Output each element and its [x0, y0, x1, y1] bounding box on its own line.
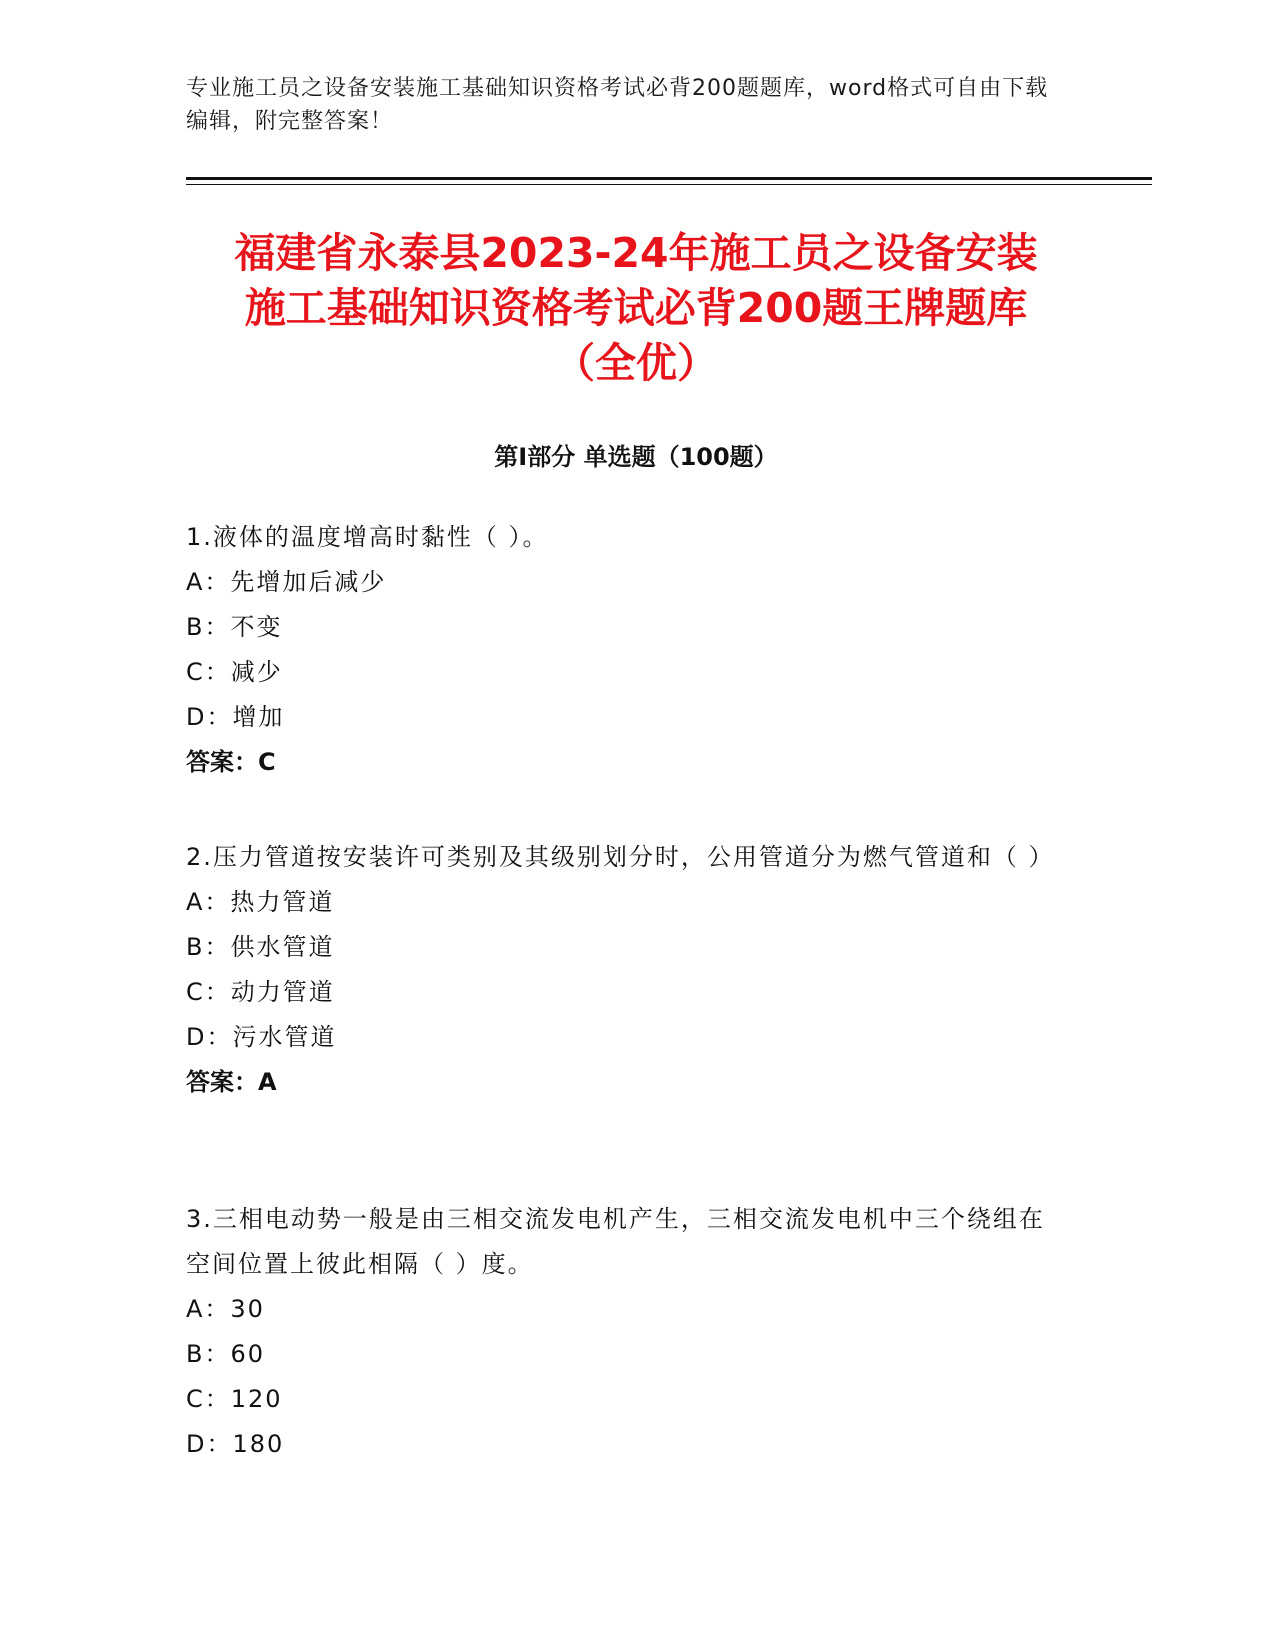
- option-a: A：热力管道: [186, 888, 335, 916]
- question-1: [186, 515, 1066, 785]
- answer-line: 答案：C: [186, 748, 276, 776]
- header-rule-thin: [186, 184, 1152, 185]
- section-heading: 第Ⅰ部分 单选题（100题）: [494, 443, 778, 471]
- question-3: [186, 1197, 1066, 1467]
- question-stem: 3.三相电动势一般是由三相交流发电机产生，三相交流发电机中三个绕组在空间位置上彼此相隔（ ）度。: [186, 1205, 1045, 1278]
- title-line-2: 施工基础知识资格考试必背200题王牌题库: [244, 284, 1028, 332]
- option-b: B：60: [186, 1340, 266, 1368]
- header-note: 专业施工员之设备安装施工基础知识资格考试必背200题题库，word格式可自由下载编辑，附完整答案！: [186, 76, 1049, 134]
- answer-line: 答案：A: [186, 1068, 277, 1096]
- option-c: C：减少: [186, 658, 283, 686]
- title-line-1: 福建省永泰县2023-24年施工员之设备安装: [234, 229, 1038, 277]
- question-stem: 2.压力管道按安装许可类别及其级别划分时，公用管道分为燃气管道和（ ）: [186, 843, 1055, 871]
- question-stem: 1.液体的温度增高时黏性（ ）。: [186, 523, 549, 551]
- option-d: D：污水管道: [186, 1023, 337, 1051]
- option-c: C：动力管道: [186, 978, 335, 1006]
- option-b: B：供水管道: [186, 933, 335, 961]
- header-rule-thick: [186, 177, 1152, 180]
- option-a: A：先增加后减少: [186, 568, 387, 596]
- option-a: A：30: [186, 1295, 265, 1323]
- option-b: B：不变: [186, 613, 283, 641]
- option-c: C：120: [186, 1385, 283, 1413]
- option-d: D：增加: [186, 703, 285, 731]
- title-line-3: （全优）: [554, 339, 718, 387]
- question-2: [186, 835, 1066, 1105]
- document-title: [186, 226, 1086, 391]
- option-d: D：180: [186, 1430, 285, 1458]
